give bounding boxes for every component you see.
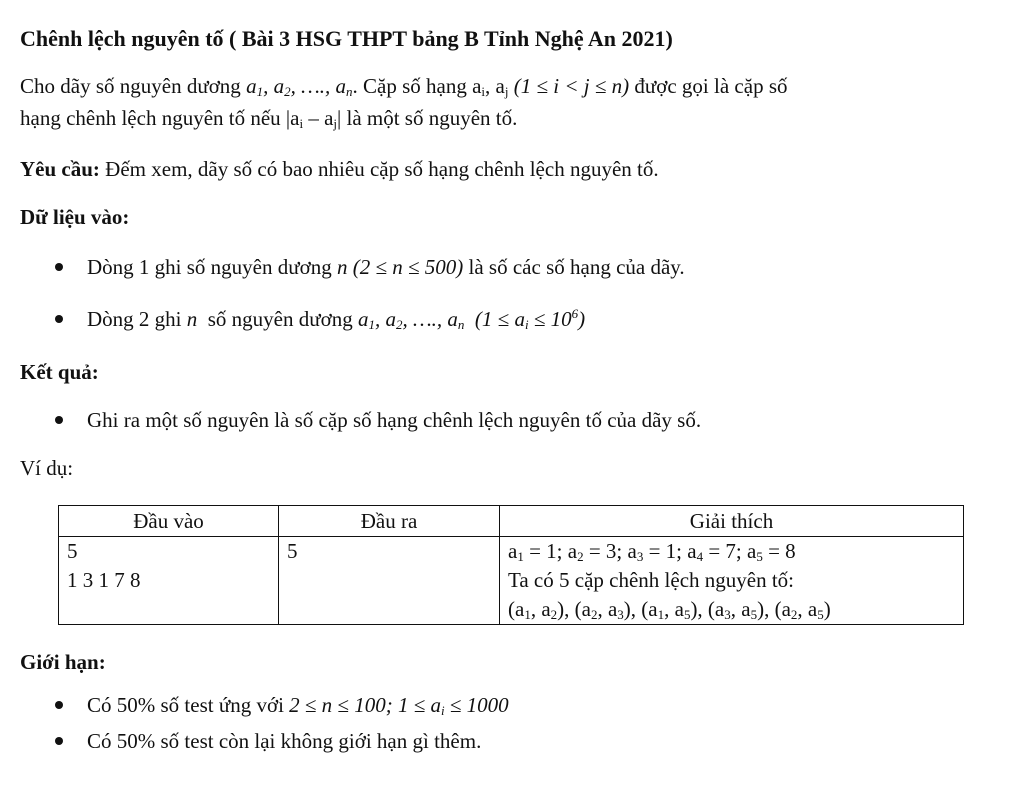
bullet-icon [55, 701, 63, 709]
example-output-cell: 5 [279, 537, 500, 625]
intro-line-2: hạng chênh lệch nguyên tố nếu $|a_i - a_j|$ là một số nguyên tố. [20, 106, 518, 131]
table-header-row [59, 506, 964, 537]
output-item: Ghi ra một số nguyên là số cặp số hạng chênh lệch nguyên tố của dãy số. [55, 408, 701, 433]
bullet-icon [55, 737, 63, 745]
input-item-2: Dòng 2 ghi n số nguyên dương $a_1$, $a_2$, …., $a_n$ $(1 \le a_i \le 10^6)$ [55, 307, 585, 332]
bullet-icon [55, 315, 63, 323]
input-heading: Dữ liệu vào: [20, 205, 130, 229]
output-heading: Kết quả: [20, 360, 99, 384]
requirement: Yêu cầu: Đếm xem, dãy số có bao nhiêu cặp số hạng chênh lệch nguyên tố. [20, 157, 659, 181]
table-header: Giải thích [500, 506, 964, 537]
table-header: Đầu ra [279, 506, 500, 537]
example-label: Ví dụ: [20, 456, 74, 480]
example-table [58, 505, 964, 625]
input-item-1: Dòng 1 ghi số nguyên dương n (2 ≤ n ≤ 500) là số các số hạng của dãy. [55, 255, 685, 280]
limits-item-1: Có 50% số test ứng với 2 ≤ n ≤ 100; $1 \le a_i \le 1000$ [55, 693, 509, 718]
table-header: Đầu vào [59, 506, 279, 537]
limits-heading: Giới hạn: [20, 650, 106, 674]
intro-line-1: Cho dãy số nguyên dương $a_1$, $a_2$, …., $a_n$. Cặp số hạng $a_i$, $a_j$ (1 ≤ i < j ≤ n) được gọi là cặp số [20, 74, 788, 99]
bullet-icon [55, 416, 63, 424]
bullet-icon [55, 263, 63, 271]
example-input-cell: 5 1 3 1 7 8 [59, 537, 279, 625]
example-explain-cell: $a_1 = 1$; $a_2 = 3$; $a_3 = 1$; $a_4 = 7$; $a_5 = 8$ Ta có 5 cặp chênh lệch nguyên tố: ($a_1$, $a_2$), ($a_2$, $a_3$), ($a_1$, $a_5$), ($a_3$, $a_5$), ($a_2$, $a_5$) [500, 537, 964, 625]
table-row [59, 537, 964, 625]
limits-item-2: Có 50% số test còn lại không giới hạn gì thêm. [55, 729, 481, 754]
problem-title: Chênh lệch nguyên tố ( Bài 3 HSG THPT bảng B Tỉnh Nghệ An 2021) [20, 26, 673, 51]
